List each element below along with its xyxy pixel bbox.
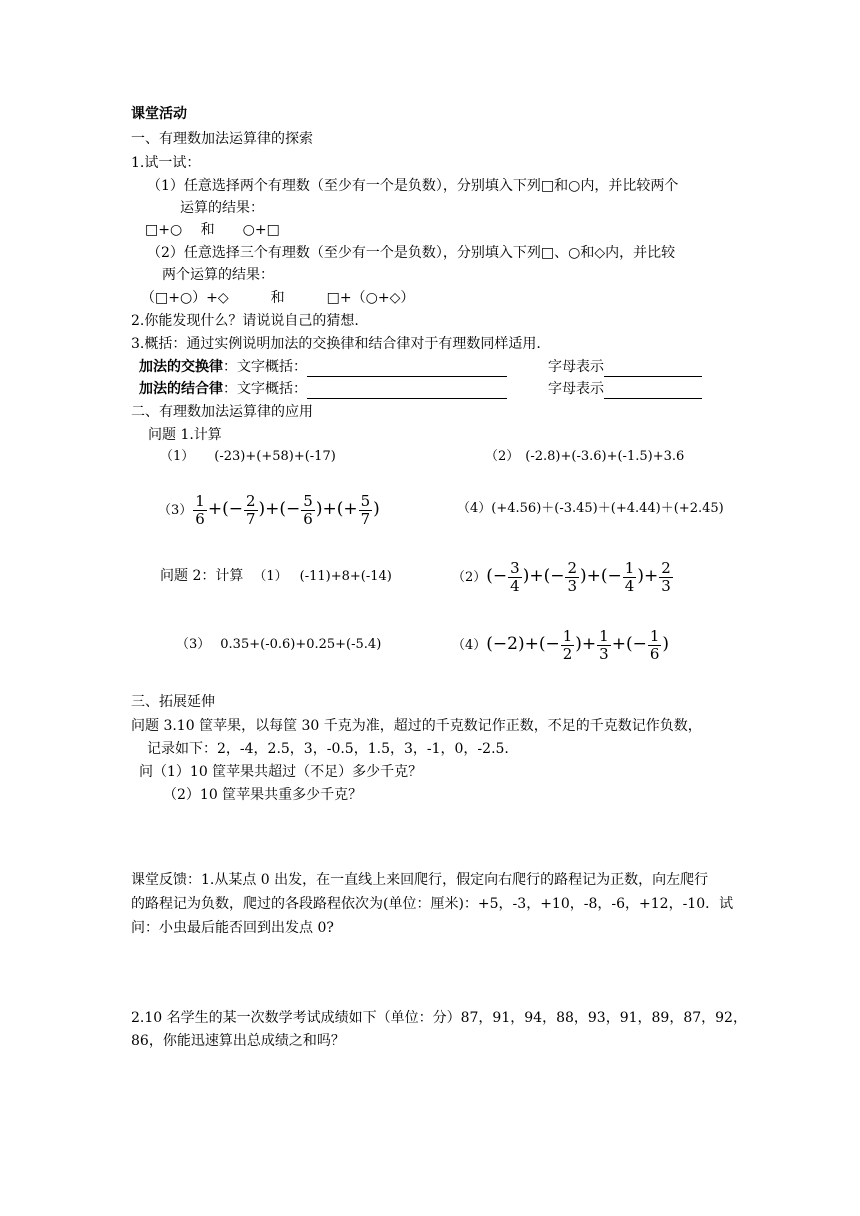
part-2-expression: （□+○）+◇ 和 □+（○+◇） [141,290,415,306]
text-summary-label: ：文字概括： [223,359,307,375]
commutative-text-blank[interactable] [307,362,507,377]
fraction: $\frac{1}{6}$ [195,491,205,528]
item-2: 2.你能发现什么？请说说自己的猜想. [131,313,359,329]
fraction: $\frac{5}{6}$ [303,491,313,528]
part-number: （2） [452,570,487,585]
text-summary-label: ：文字概括： [223,381,307,397]
fraction: $\frac{1}{2}$ [562,626,573,663]
fraction: $\frac{2}{3}$ [661,558,671,595]
part-1-line-1: （1）任意选择两个有理数（至少有一个是负数），分别填入下列□和○内，并比较两个 [147,178,679,194]
page-heading: 课堂活动 [131,106,187,122]
item-3: 3.概括：通过实例说明加法的交换律和结合律对于有理数同样适用. [131,336,541,352]
part-number: （3） [158,503,193,518]
problem-2-part-3 [176,635,381,655]
associative-law-row [139,379,507,399]
part-number: （2） [485,449,520,464]
problem-1-part-3: （3） $\frac{1}{6}$ +(− $\frac{2}{7}$ )+(− $\frac{5}{6}$ )+(+ $\frac{5}{7}$ ) [158,491,380,528]
fraction: $\frac{1}{3}$ [599,626,609,663]
part-number: （1） [160,449,195,464]
part-2-line-1: （2）任意选择三个有理数（至少有一个是负数），分别填入下列□、○和◇内，并比较 [147,245,676,261]
problem-3-question-1: 问（1）10 筐苹果共超过（不足）多少千克？ [139,764,423,780]
section-2-title: 二、有理数加法运算律的应用 [131,404,313,420]
commutative-law-label: 加法的交换律 [139,359,223,375]
part-number: （1） [253,569,288,584]
problem-1-part-1 [160,447,336,467]
feedback-line-3: 问：小虫最后能否回到出发点 0? [131,920,334,936]
associative-letter-row [548,379,702,399]
problem-2-label: 问题 2：计算 [160,568,244,584]
part-2-line-2: 两个运算的结果： [162,267,274,283]
feedback-2-line-2: 86，你能迅速算出总成绩之和吗？ [131,1033,345,1049]
item-1: 1.试一试： [131,155,201,171]
expression: (-11)+8+(-14) [299,569,392,584]
problem-2-part-4: （4）(−2)+(− $\frac{1}{2}$ )+ $\frac{1}{3}$ +(− $\frac{1}{6}$ ) [452,626,670,663]
associative-law-label: 加法的结合律 [139,381,223,397]
part-number: （4） [452,638,487,653]
problem-2-part-2: （2）(− $\frac{3}{4}$ )+(− $\frac{2}{3}$ )+(− $\frac{1}{4}$ )+ $\frac{2}{3}$ [452,558,671,595]
letter-repr-label: 字母表示 [548,359,604,375]
part-number: （3） [176,637,211,652]
letter-repr-label: 字母表示 [548,381,604,397]
associative-letter-blank[interactable] [604,384,702,399]
expression: (-23)+(+58)+(-17) [214,449,336,464]
expression: (-2.8)+(-3.6)+(-1.5)+3.6 [525,449,685,464]
fraction: $\frac{3}{4}$ [510,558,520,595]
problem-3-question-2: （2）10 筐苹果共重多少千克？ [163,787,363,803]
feedback-line-2: 的路程记为负数，爬过的各段路程依次为(单位：厘米)：+5，-3，+10，-8，-6，+12，-10．试 [131,896,734,912]
part-number: （4） [457,501,492,516]
problem-1-label: 问题 1.计算 [148,427,222,443]
expression: (+4.56)＋(-3.45)＋(+4.44)＋(+2.45) [491,501,724,516]
commutative-law-row [139,357,507,377]
problem-1-part-2 [485,447,684,467]
commutative-letter-blank[interactable] [604,362,702,377]
fraction: $\frac{1}{4}$ [624,558,635,595]
fraction: $\frac{5}{7}$ [360,491,371,528]
section-3-title: 三、拓展延伸 [131,694,215,710]
section-1-title: 一、有理数加法运算律的探索 [131,131,313,147]
fraction: $\frac{1}{6}$ [649,626,660,663]
feedback-line-1: 课堂反馈：1.从某点 0 出发，在一直线上来回爬行，假定向右爬行的路程记为正数，向左爬行 [131,872,709,888]
commutative-letter-row [548,357,702,377]
expression: 0.35+(-0.6)+0.25+(-5.4) [220,637,382,652]
fraction: $\frac{2}{3}$ [567,558,578,595]
fraction: $\frac{2}{7}$ [245,491,256,528]
associative-text-blank[interactable] [307,384,507,399]
part-1-expression: □+○ 和 ○+□ [145,222,280,238]
feedback-2-line-1: 2.10 名学生的某一次数学考试成绩如下（单位：分）87，91，94，88，93，91，89，87，92， [131,1010,747,1026]
problem-2-part-1 [160,566,392,587]
part-1-line-2: 运算的结果： [180,200,264,216]
problem-3-line-2: 记录如下：2，-4，2.5，3，-0.5，1.5，3，-1，0，-2.5. [147,741,509,757]
problem-1-part-4 [457,499,724,519]
problem-3-line-1: 问题 3.10 筐苹果，以每筐 30 千克为准，超过的千克数记作正数，不足的千克数记作负数， [131,718,702,734]
